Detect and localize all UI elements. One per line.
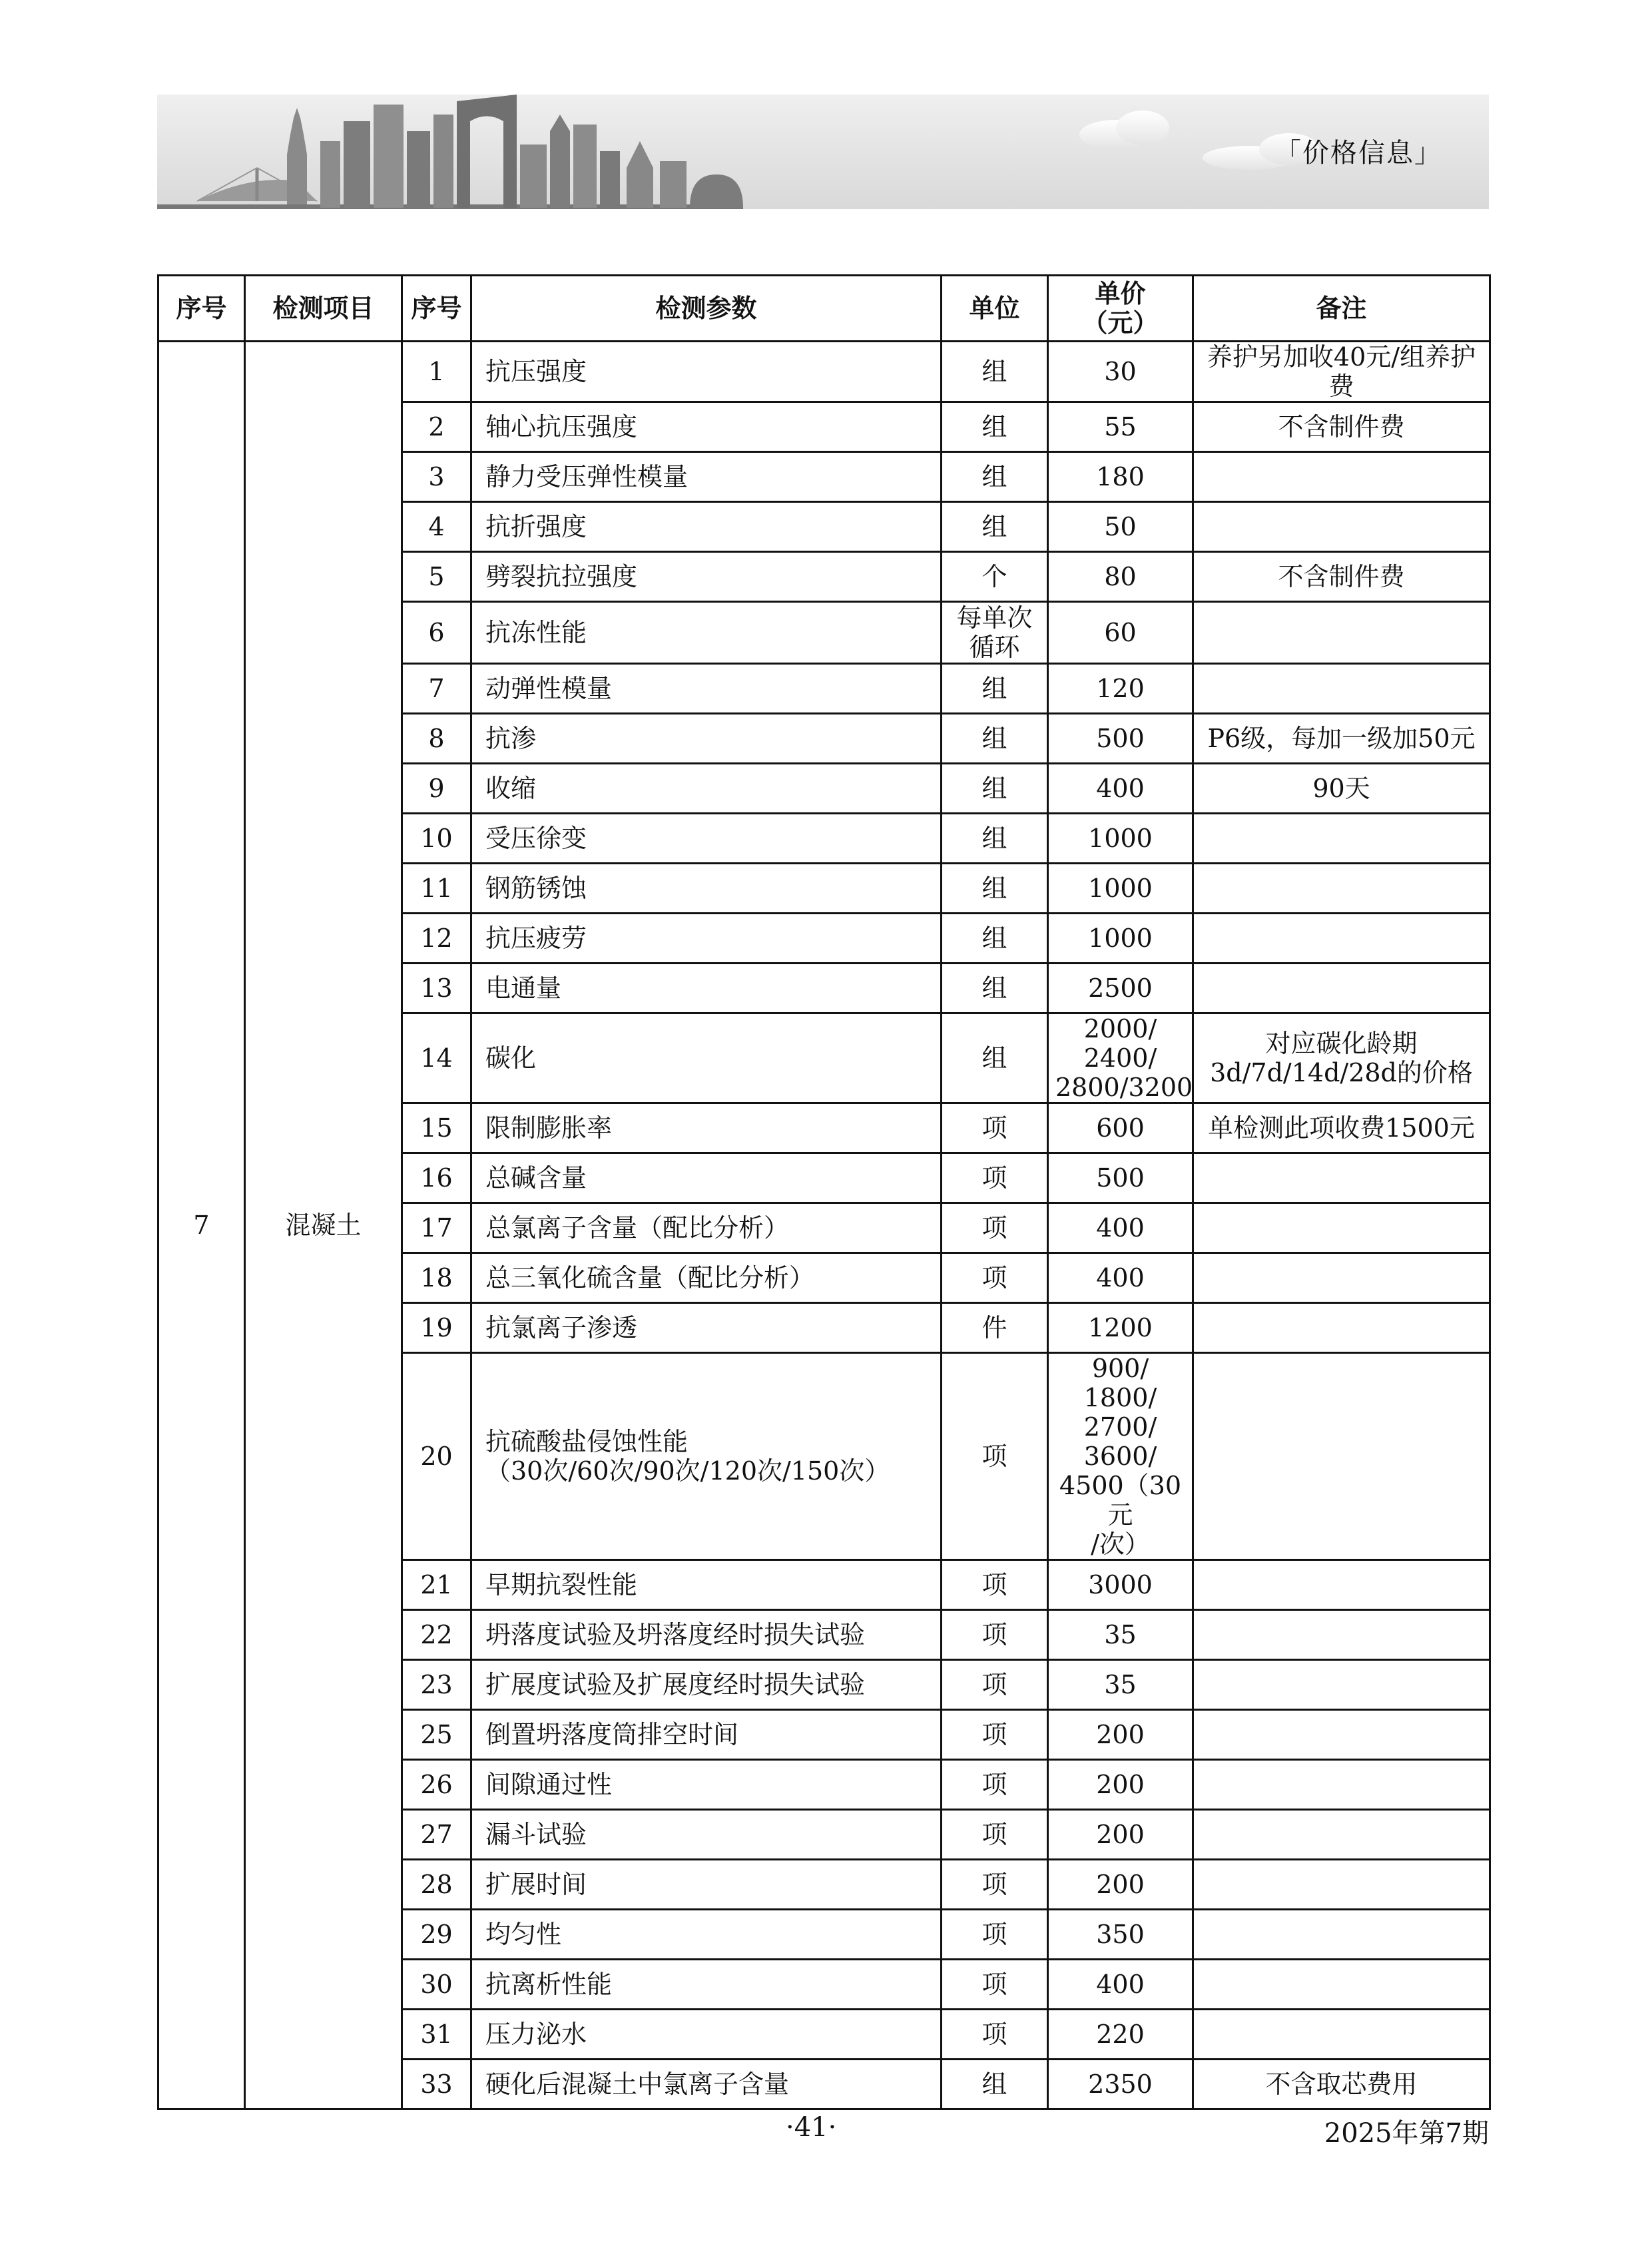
unit-cell: 组 xyxy=(942,814,1048,864)
unit-cell: 项 xyxy=(942,1353,1048,1560)
unit-cell: 组 xyxy=(942,452,1048,502)
note-cell xyxy=(1193,1960,1490,2010)
table-header-row xyxy=(158,276,1490,342)
note-cell xyxy=(1193,1760,1490,1810)
price-cell: 200 xyxy=(1048,1860,1193,1910)
parameter-cell: 坍落度试验及坍落度经时损失试验 xyxy=(471,1610,942,1660)
page-number: ·41· xyxy=(786,2112,837,2143)
parameter-cell: 碳化 xyxy=(471,1013,942,1103)
parameter-cell: 收缩 xyxy=(471,764,942,814)
note-cell xyxy=(1193,1153,1490,1203)
parameter-cell: 压力泌水 xyxy=(471,2010,942,2060)
price-cell: 500 xyxy=(1048,1153,1193,1203)
unit-cell: 项 xyxy=(942,1660,1048,1710)
price-cell: 180 xyxy=(1048,452,1193,502)
parameter-cell: 抗折强度 xyxy=(471,502,942,552)
row-number-cell: 6 xyxy=(402,602,471,664)
issue-label: 2025年第7期 xyxy=(1324,2118,1489,2149)
unit-cell: 组 xyxy=(942,914,1048,964)
note-cell: 对应碳化龄期 3d/7d/14d/28d的价格 xyxy=(1193,1013,1490,1103)
price-table xyxy=(157,274,1491,2110)
note-cell xyxy=(1193,1910,1490,1960)
row-number-cell: 17 xyxy=(402,1203,471,1253)
note-cell xyxy=(1193,1203,1490,1253)
price-cell: 2000/ 2400/ 2800/3200 xyxy=(1048,1013,1193,1103)
note-cell xyxy=(1193,1860,1490,1910)
price-cell: 200 xyxy=(1048,1710,1193,1760)
note-cell xyxy=(1193,1353,1490,1560)
parameter-cell: 总氯离子含量（配比分析） xyxy=(471,1203,942,1253)
note-cell xyxy=(1193,2010,1490,2060)
note-cell xyxy=(1193,602,1490,664)
note-cell xyxy=(1193,1303,1490,1353)
section-tag: 「价格信息」 xyxy=(1274,138,1442,168)
row-number-cell: 10 xyxy=(402,814,471,864)
row-number-cell: 22 xyxy=(402,1610,471,1660)
row-number-cell: 14 xyxy=(402,1013,471,1103)
unit-cell: 项 xyxy=(942,1253,1048,1303)
group-name-cell: 混凝土 xyxy=(245,342,402,2109)
row-number-cell: 33 xyxy=(402,2060,471,2109)
note-cell xyxy=(1193,1610,1490,1660)
parameter-cell: 轴心抗压强度 xyxy=(471,402,942,452)
table-row xyxy=(158,342,1490,402)
unit-cell: 组 xyxy=(942,864,1048,914)
unit-cell: 组 xyxy=(942,964,1048,1013)
price-cell: 1000 xyxy=(1048,914,1193,964)
note-cell xyxy=(1193,914,1490,964)
note-cell xyxy=(1193,1560,1490,1610)
unit-cell: 项 xyxy=(942,1560,1048,1610)
column-header: 检测项目 xyxy=(245,276,402,342)
row-number-cell: 3 xyxy=(402,452,471,502)
column-header: 单位 xyxy=(942,276,1048,342)
row-number-cell: 26 xyxy=(402,1760,471,1810)
row-number-cell: 25 xyxy=(402,1710,471,1760)
price-cell: 1000 xyxy=(1048,814,1193,864)
price-cell: 1000 xyxy=(1048,864,1193,914)
row-number-cell: 27 xyxy=(402,1810,471,1860)
row-number-cell: 21 xyxy=(402,1560,471,1610)
unit-cell: 组 xyxy=(942,664,1048,714)
price-cell: 3000 xyxy=(1048,1560,1193,1610)
price-cell: 400 xyxy=(1048,1960,1193,2010)
parameter-cell: 倒置坍落度筒排空时间 xyxy=(471,1710,942,1760)
unit-cell: 组 xyxy=(942,1013,1048,1103)
price-cell: 1200 xyxy=(1048,1303,1193,1353)
unit-cell: 组 xyxy=(942,402,1048,452)
row-number-cell: 2 xyxy=(402,402,471,452)
price-cell: 400 xyxy=(1048,1253,1193,1303)
unit-cell: 项 xyxy=(942,1760,1048,1810)
row-number-cell: 8 xyxy=(402,714,471,764)
note-cell: 90天 xyxy=(1193,764,1490,814)
price-cell: 400 xyxy=(1048,764,1193,814)
group-index-cell: 7 xyxy=(158,342,245,2109)
row-number-cell: 23 xyxy=(402,1660,471,1710)
row-number-cell: 4 xyxy=(402,502,471,552)
parameter-cell: 总碱含量 xyxy=(471,1153,942,1203)
column-header: 单价 （元） xyxy=(1048,276,1193,342)
parameter-cell: 劈裂抗拉强度 xyxy=(471,552,942,602)
note-cell: P6级，每加一级加50元 xyxy=(1193,714,1490,764)
price-cell: 350 xyxy=(1048,1910,1193,1960)
unit-cell: 组 xyxy=(942,714,1048,764)
column-header: 序号 xyxy=(158,276,245,342)
row-number-cell: 28 xyxy=(402,1860,471,1910)
parameter-cell: 受压徐变 xyxy=(471,814,942,864)
unit-cell: 项 xyxy=(942,2010,1048,2060)
parameter-cell: 总三氧化硫含量（配比分析） xyxy=(471,1253,942,1303)
parameter-cell: 漏斗试验 xyxy=(471,1810,942,1860)
note-cell: 养护另加收40元/组养护费 xyxy=(1193,342,1490,402)
parameter-cell: 抗氯离子渗透 xyxy=(471,1303,942,1353)
price-cell: 2350 xyxy=(1048,2060,1193,2109)
note-cell xyxy=(1193,452,1490,502)
price-cell: 200 xyxy=(1048,1810,1193,1860)
row-number-cell: 18 xyxy=(402,1253,471,1303)
price-cell: 50 xyxy=(1048,502,1193,552)
row-number-cell: 7 xyxy=(402,664,471,714)
row-number-cell: 16 xyxy=(402,1153,471,1203)
price-cell: 900/ 1800/ 2700/ 3600/ 4500（30元 /次） xyxy=(1048,1353,1193,1560)
unit-cell: 项 xyxy=(942,1860,1048,1910)
row-number-cell: 29 xyxy=(402,1910,471,1960)
parameter-cell: 抗压强度 xyxy=(471,342,942,402)
unit-cell: 项 xyxy=(942,1203,1048,1253)
table-body xyxy=(158,342,1490,2109)
column-header: 检测参数 xyxy=(471,276,942,342)
row-number-cell: 9 xyxy=(402,764,471,814)
parameter-cell: 硬化后混凝土中氯离子含量 xyxy=(471,2060,942,2109)
price-cell: 55 xyxy=(1048,402,1193,452)
unit-cell: 个 xyxy=(942,552,1048,602)
price-cell: 2500 xyxy=(1048,964,1193,1013)
price-cell: 30 xyxy=(1048,342,1193,402)
parameter-cell: 限制膨胀率 xyxy=(471,1103,942,1153)
parameter-cell: 静力受压弹性模量 xyxy=(471,452,942,502)
unit-cell: 项 xyxy=(942,1103,1048,1153)
unit-cell: 项 xyxy=(942,1910,1048,1960)
unit-cell: 组 xyxy=(942,764,1048,814)
unit-cell: 组 xyxy=(942,2060,1048,2109)
row-number-cell: 13 xyxy=(402,964,471,1013)
note-cell xyxy=(1193,964,1490,1013)
unit-cell: 件 xyxy=(942,1303,1048,1353)
column-header: 备注 xyxy=(1193,276,1490,342)
note-cell: 不含取芯费用 xyxy=(1193,2060,1490,2109)
row-number-cell: 30 xyxy=(402,1960,471,2010)
price-cell: 60 xyxy=(1048,602,1193,664)
parameter-cell: 间隙通过性 xyxy=(471,1760,942,1810)
parameter-cell: 抗压疲劳 xyxy=(471,914,942,964)
parameter-cell: 抗渗 xyxy=(471,714,942,764)
column-header: 序号 xyxy=(402,276,471,342)
price-cell: 35 xyxy=(1048,1610,1193,1660)
row-number-cell: 20 xyxy=(402,1353,471,1560)
parameter-cell: 电通量 xyxy=(471,964,942,1013)
unit-cell: 组 xyxy=(942,342,1048,402)
unit-cell: 项 xyxy=(942,1960,1048,2010)
unit-cell: 项 xyxy=(942,1810,1048,1860)
row-number-cell: 15 xyxy=(402,1103,471,1153)
price-cell: 500 xyxy=(1048,714,1193,764)
price-cell: 80 xyxy=(1048,552,1193,602)
price-cell: 600 xyxy=(1048,1103,1193,1153)
parameter-cell: 抗硫酸盐侵蚀性能 （30次/60次/90次/120次/150次） xyxy=(471,1353,942,1560)
row-number-cell: 12 xyxy=(402,914,471,964)
note-cell: 单检测此项收费1500元 xyxy=(1193,1103,1490,1153)
price-cell: 120 xyxy=(1048,664,1193,714)
parameter-cell: 钢筋锈蚀 xyxy=(471,864,942,914)
note-cell: 不含制件费 xyxy=(1193,552,1490,602)
unit-cell: 项 xyxy=(942,1610,1048,1660)
header-banner xyxy=(157,95,1489,209)
unit-cell: 项 xyxy=(942,1710,1048,1760)
note-cell: 不含制件费 xyxy=(1193,402,1490,452)
row-number-cell: 11 xyxy=(402,864,471,914)
row-number-cell: 31 xyxy=(402,2010,471,2060)
parameter-cell: 扩展时间 xyxy=(471,1860,942,1910)
note-cell xyxy=(1193,814,1490,864)
row-number-cell: 19 xyxy=(402,1303,471,1353)
price-cell: 200 xyxy=(1048,1760,1193,1810)
note-cell xyxy=(1193,1660,1490,1710)
parameter-cell: 均匀性 xyxy=(471,1910,942,1960)
note-cell xyxy=(1193,1253,1490,1303)
unit-cell: 组 xyxy=(942,502,1048,552)
unit-cell: 每单次 循环 xyxy=(942,602,1048,664)
unit-cell: 项 xyxy=(942,1153,1048,1203)
note-cell xyxy=(1193,1710,1490,1760)
note-cell xyxy=(1193,502,1490,552)
parameter-cell: 扩展度试验及扩展度经时损失试验 xyxy=(471,1660,942,1710)
note-cell xyxy=(1193,1810,1490,1860)
row-number-cell: 5 xyxy=(402,552,471,602)
parameter-cell: 早期抗裂性能 xyxy=(471,1560,942,1610)
price-cell: 220 xyxy=(1048,2010,1193,2060)
row-number-cell: 1 xyxy=(402,342,471,402)
price-cell: 35 xyxy=(1048,1660,1193,1710)
price-cell: 400 xyxy=(1048,1203,1193,1253)
parameter-cell: 动弹性模量 xyxy=(471,664,942,714)
parameter-cell: 抗离析性能 xyxy=(471,1960,942,2010)
parameter-cell: 抗冻性能 xyxy=(471,602,942,664)
note-cell xyxy=(1193,664,1490,714)
note-cell xyxy=(1193,864,1490,914)
